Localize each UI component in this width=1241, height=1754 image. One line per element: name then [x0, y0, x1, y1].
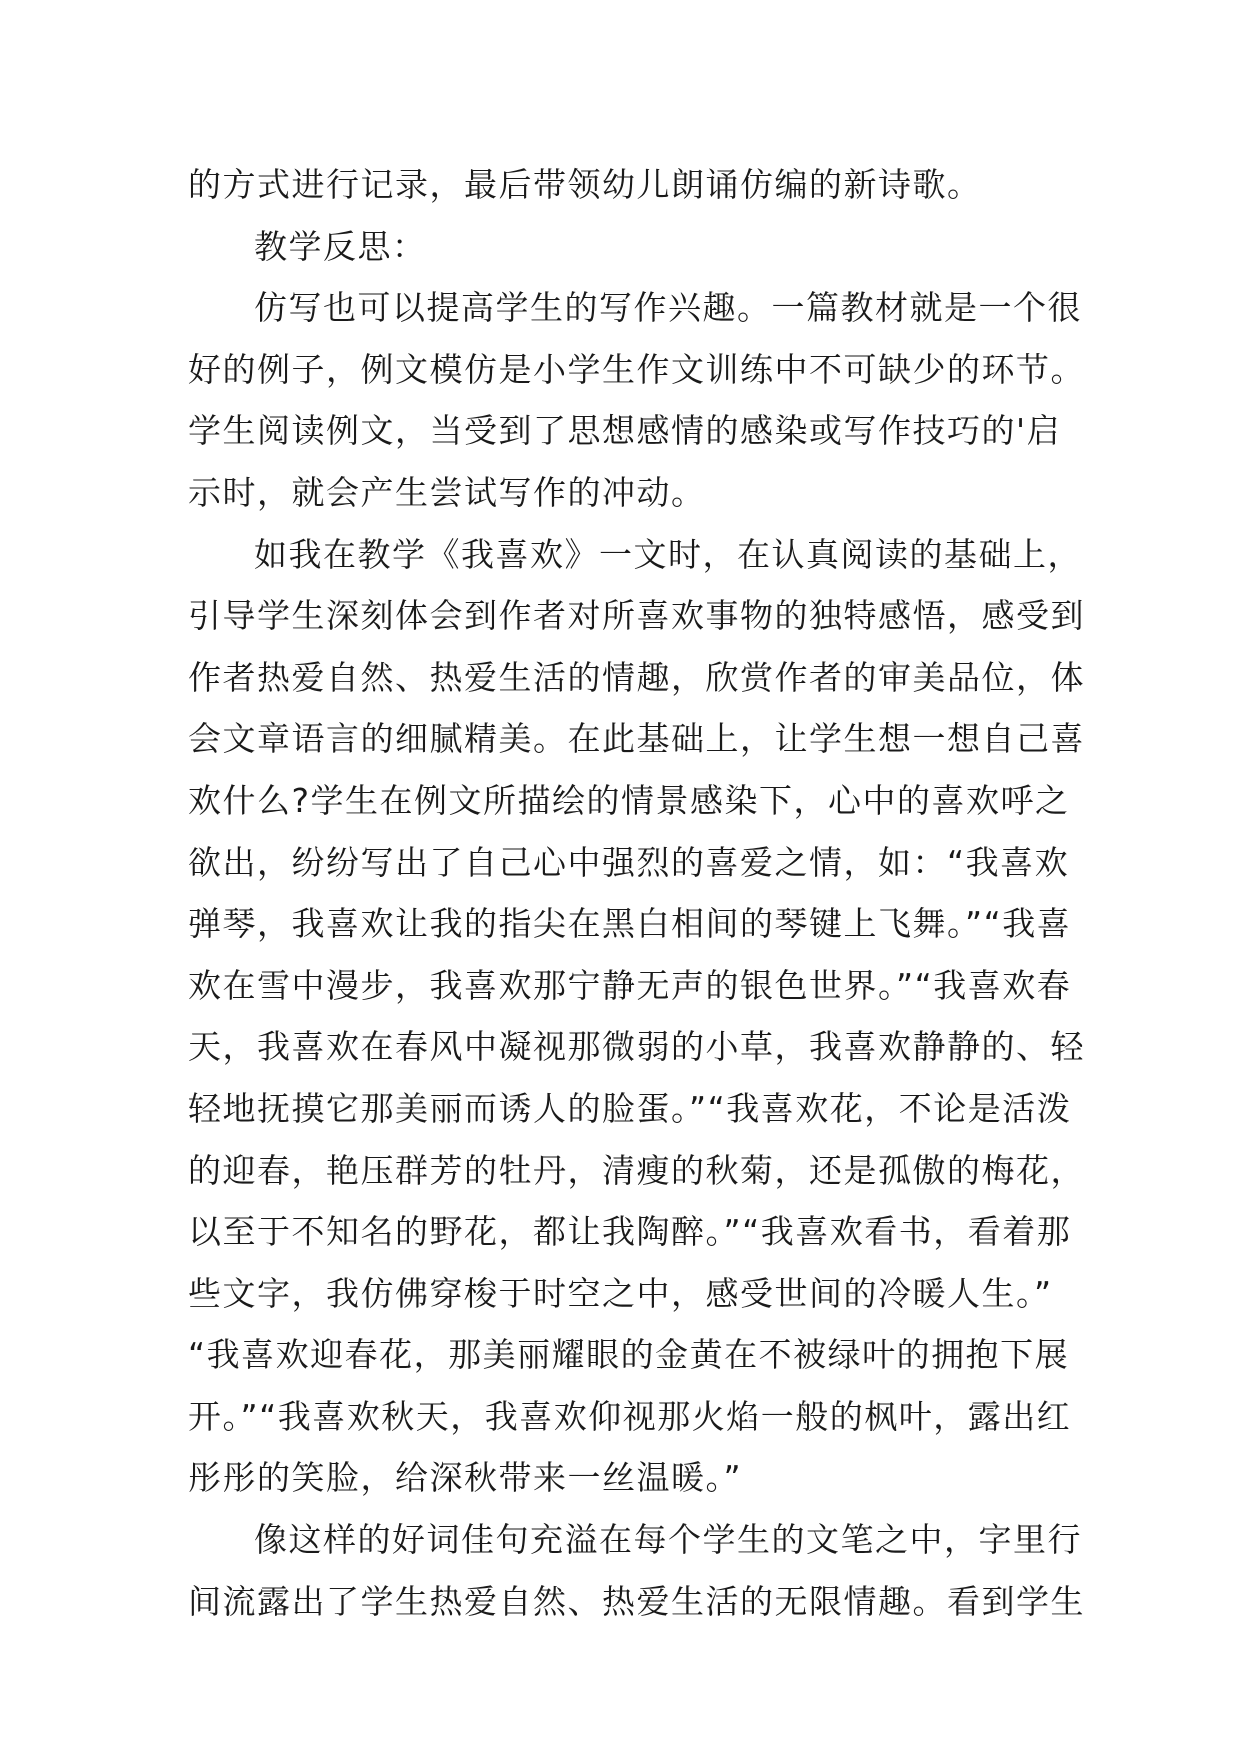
text-line: 作者热爱自然、热爱生活的情趣，欣赏作者的审美品位，体	[188, 657, 1085, 697]
text-line: 示时，就会产生尝试写作的冲动。	[188, 472, 706, 512]
text-line: 以至于不知名的野花，都让我陶醉。”“我喜欢看书，看着那	[188, 1212, 1072, 1252]
body-text	[188, 154, 1085, 1632]
text-line: 引导学生深刻体会到作者对所喜欢事物的独特感悟，感受到	[188, 596, 1085, 636]
text-line: 如我在教学《我喜欢》一文时，在认真阅读的基础上，	[254, 534, 1082, 574]
text-line: 弹琴，我喜欢让我的指尖在黑白相间的琴键上飞舞。”“我喜	[188, 904, 1072, 944]
text-line: 会文章语言的细腻精美。在此基础上，让学生想一想自己喜	[188, 719, 1085, 759]
text-line: 间流露出了学生热爱自然、热爱生活的无限情趣。看到学生	[188, 1581, 1085, 1621]
text-line: 教学反思：	[254, 226, 427, 266]
text-line: 的迎春，艳压群芳的牡丹，清瘦的秋菊，还是孤傲的梅花，	[188, 1150, 1085, 1190]
text-line: “我喜欢迎春花，那美丽耀眼的金黄在不被绿叶的拥抱下展	[188, 1335, 1070, 1375]
text-line: 欲出，纷纷写出了自己心中强烈的喜爱之情，如：“我喜欢	[188, 842, 1070, 882]
text-line: 仿写也可以提高学生的写作兴趣。一篇教材就是一个很	[254, 288, 1082, 328]
text-line: 学生阅读例文，当受到了思想感情的感染或写作技巧的'启	[188, 411, 1062, 451]
text-line: 开。”“我喜欢秋天，我喜欢仰视那火焰一般的枫叶，露出红	[188, 1396, 1072, 1436]
text-line: 的方式进行记录，最后带领幼儿朗诵仿编的新诗歌。	[188, 165, 982, 204]
text-line: 天，我喜欢在春风中凝视那微弱的小草，我喜欢静静的、轻	[188, 1027, 1085, 1067]
text-line: 彤彤的笑脸，给深秋带来一丝温暖。”	[188, 1458, 743, 1498]
text-line: 轻地抚摸它那美丽而诱人的脸蛋。”“我喜欢花，不论是活泼	[188, 1088, 1072, 1128]
text-line: 些文字，我仿佛穿梭于时空之中，感受世间的冷暖人生。”	[188, 1273, 1053, 1313]
text-line: 欢什么?学生在例文所描绘的情景感染下，心中的喜欢呼之	[188, 780, 1070, 820]
text-line: 欢在雪中漫步，我喜欢那宁静无声的银色世界。”“我喜欢春	[188, 965, 1072, 1005]
text-line: 像这样的好词佳句充溢在每个学生的文笔之中，字里行	[254, 1520, 1082, 1560]
text-line: 好的例子，例文模仿是小学生作文训练中不可缺少的环节。	[188, 349, 1085, 389]
